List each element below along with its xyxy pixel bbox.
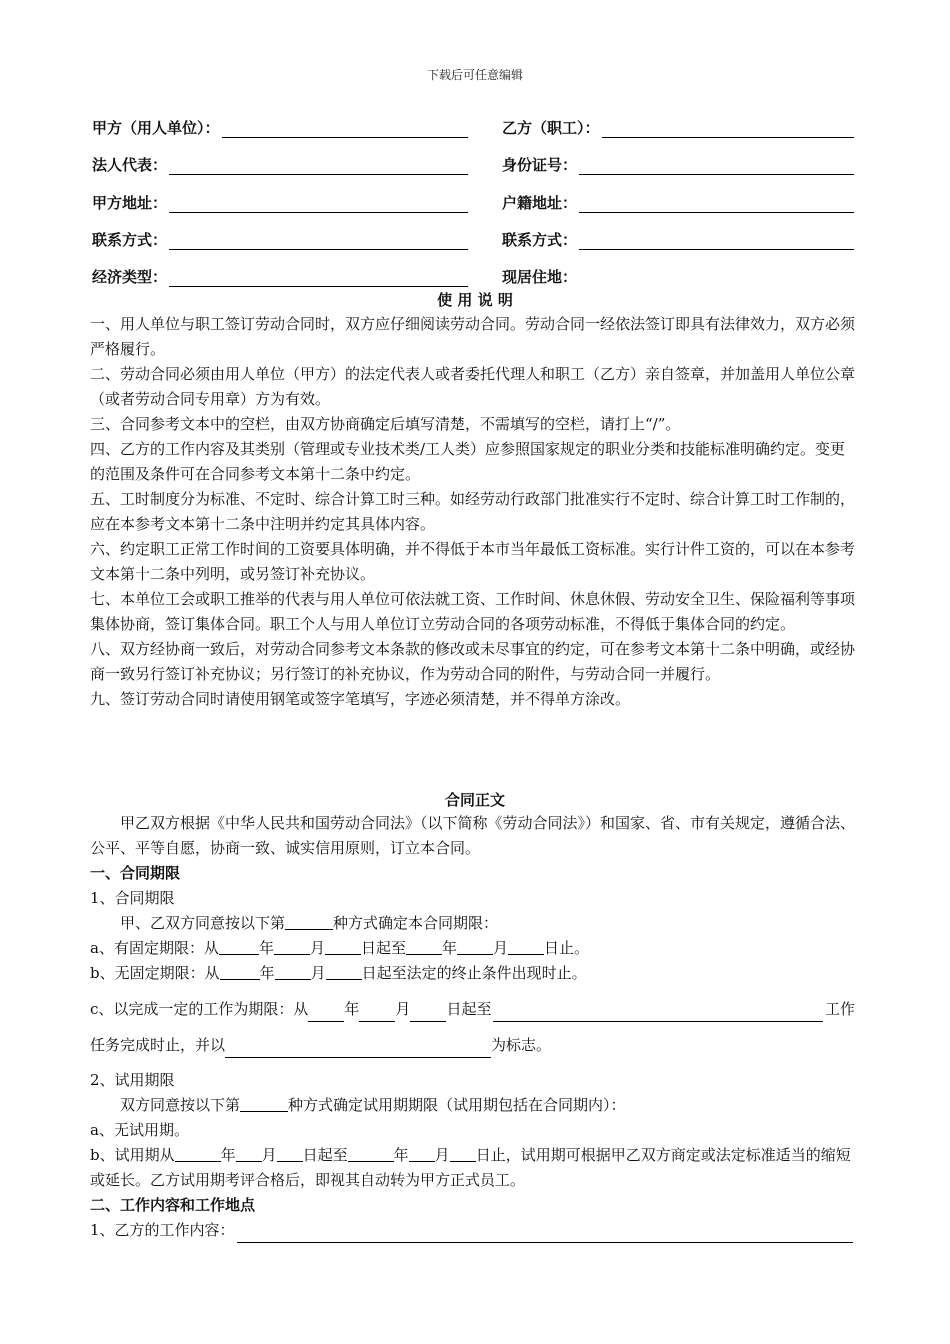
instruction-item: 七、本单位工会或职工推举的代表与用人单位可依法就工资、工作时间、休息休假、劳动安全卫生、保险福利等事项集体协商，签订集体合同。职工个人与用人单位订立劳动合同的各项劳动标准，不得低于集体合同的约定。: [90, 590, 856, 633]
instruction-item: 六、约定职工正常工作时间的工资要具体明确，并不得低于本市当年最低工资标准。实行计件工资的，可以在本参考文本第十二条中列明，或另签订补充协议。: [90, 540, 856, 583]
option-c-line-2: [90, 1022, 855, 1058]
clause-text: a、有固定期限：从: [90, 939, 219, 957]
economic-type-label: 经济类型：: [92, 268, 168, 286]
month-blank[interactable]: [359, 1005, 395, 1022]
task-end-blank[interactable]: [493, 1003, 823, 1022]
party-row: [92, 189, 854, 213]
year-blank[interactable]: [308, 1005, 344, 1022]
party-a-address-label: 甲方地址：: [92, 194, 168, 212]
work-content-label: 1、乙方的工作内容：: [90, 1221, 235, 1239]
household-address-field[interactable]: [579, 194, 854, 213]
day-blank[interactable]: [277, 1145, 303, 1162]
instruction-item: 四、乙方的工作内容及其类别（管理或专业技术类/工人类）应参照国家规定的职业分类和技能标准明确约定。变更的范围及条件可在合同参考文本第十二条中约定。: [90, 440, 846, 483]
clause-text: 日起至: [360, 939, 406, 957]
trial-option-a: a、无试用期。: [90, 1121, 189, 1139]
section-1-heading: 一、合同期限: [90, 864, 181, 882]
term-option-blank[interactable]: [285, 913, 333, 930]
instruction-item: 二、劳动合同必须由用人单位（甲方）的法定代表人或者委托代理人和职工（乙方）亲自签章，并加盖用人单位公章（或者劳动合同专用章）方为有效。: [90, 365, 856, 408]
contract-intro: 甲乙双方根据《中华人民共和国劳动合同法》（以下简称《劳动合同法》）和国家、省、市有关规定，遵循合法、公平、平等自愿，协商一致、诚实信用原则，订立本合同。: [90, 814, 856, 857]
day-blank[interactable]: [450, 1145, 476, 1162]
day-blank[interactable]: [508, 938, 544, 955]
month-blank[interactable]: [275, 963, 311, 980]
party-a-contact-label: 联系方式：: [92, 231, 168, 249]
party-a-address-field[interactable]: [169, 194, 468, 213]
id-number-field[interactable]: [579, 156, 854, 175]
clause-text: 甲、乙双方同意按以下第: [120, 914, 286, 932]
year-blank[interactable]: [348, 1145, 394, 1162]
clause-text: 日起至: [446, 1000, 492, 1018]
year-blank[interactable]: [219, 938, 259, 955]
clause-text: c、以完成一定的工作为期限：从: [90, 1000, 309, 1018]
clause-text: b、无固定期限：从: [90, 964, 220, 982]
day-blank[interactable]: [326, 963, 362, 980]
party-row: [92, 114, 854, 138]
legal-rep-label: 法人代表：: [92, 156, 168, 174]
clause-text: b、试用期从: [90, 1146, 175, 1164]
clause-text: 月: [309, 939, 325, 957]
instructions-list: [90, 312, 855, 712]
trial-option-blank[interactable]: [240, 1095, 288, 1112]
year-blank[interactable]: [175, 1145, 221, 1162]
legal-rep-field[interactable]: [169, 156, 468, 175]
day-blank[interactable]: [325, 938, 361, 955]
instruction-item: 五、工时制度分为标准、不定时、综合计算工时三种。如经劳动行政部门批准实行不定时、综合计算工时工作制的，应在本参考文本第十二条中注明并约定其具体内容。: [90, 490, 856, 533]
clause-2-1-line: [90, 1218, 855, 1243]
party-b-contact-field[interactable]: [579, 231, 854, 250]
economic-type-field[interactable]: [169, 268, 468, 287]
party-a-contact-field[interactable]: [169, 231, 468, 250]
clause-text: 月: [310, 964, 326, 982]
party-a-unit-label: 甲方（用人单位）：: [92, 119, 220, 137]
option-b-line: [90, 961, 855, 986]
contract-title: 合同正文: [444, 791, 505, 809]
clause-text: 任务完成时止，并以: [90, 1036, 226, 1054]
clause-text: 年: [220, 1146, 236, 1164]
instructions-title: 使 用 说 明: [437, 291, 513, 309]
clause-text: 年: [344, 1000, 360, 1018]
clause-text: 月: [261, 1146, 277, 1164]
contract-body: [90, 811, 855, 1243]
month-blank[interactable]: [409, 1145, 435, 1162]
work-content-field[interactable]: [237, 1224, 853, 1243]
month-blank[interactable]: [274, 938, 310, 955]
party-row: [92, 151, 854, 175]
completion-marker-blank[interactable]: [225, 1041, 491, 1058]
clause-text: 年: [258, 939, 274, 957]
month-blank[interactable]: [236, 1145, 262, 1162]
clause-text: 月: [493, 939, 509, 957]
instruction-item: 三、合同参考文本中的空栏，由双方协商确定后填写清楚，不需填写的空栏，请打上“/”。: [90, 415, 681, 433]
month-blank[interactable]: [457, 938, 493, 955]
clause-text: 年: [393, 1146, 409, 1164]
household-address-label: 户籍地址：: [502, 194, 578, 212]
clause-text: 种方式确定本合同期限：: [333, 914, 499, 932]
header-note: 下载后可任意编辑: [426, 68, 523, 82]
year-blank[interactable]: [406, 938, 442, 955]
year-blank[interactable]: [220, 963, 260, 980]
day-blank[interactable]: [410, 1005, 446, 1022]
clause-text: 年: [259, 964, 275, 982]
id-number-label: 身份证号：: [502, 156, 578, 174]
current-residence-label: 现居住地：: [502, 268, 578, 286]
clause-text: 日起至: [302, 1146, 348, 1164]
instruction-item: 八、双方经协商一致后，对劳动合同参考文本条款的修改或未尽事宜的约定，可在参考文本第十二条中明确，或经协商一致另行签订补充协议；另行签订的补充协议，作为劳动合同的附件，与劳动合同一并履行。: [90, 640, 856, 683]
clause-text: 月: [395, 1000, 411, 1018]
party-a-unit-field[interactable]: [222, 119, 468, 138]
party-b-worker-field[interactable]: [602, 119, 854, 138]
clause-text: 日止，试用期可根据甲乙双方商定或法定标准适当的缩短或延长。乙方试用期考评合格后，即视其自动转为甲方正式员工。: [90, 1146, 851, 1189]
instruction-item: 一、用人单位与职工签订劳动合同时，双方应仔细阅读劳动合同。劳动合同一经依法签订即具有法律效力，双方必须严格履行。: [90, 315, 856, 358]
trial-option-b: [90, 1143, 855, 1193]
clause-text: 年: [442, 939, 458, 957]
party-row: [92, 263, 854, 287]
clause-text: 月: [434, 1146, 450, 1164]
option-a-line: [90, 936, 855, 961]
party-row: [92, 226, 854, 250]
clause-text: 为标志。: [491, 1036, 552, 1054]
clause-text: 工作: [824, 1000, 855, 1018]
party-b-contact-label: 联系方式：: [502, 231, 578, 249]
clause-1-2-label: 2、试用期限: [90, 1071, 175, 1089]
option-c-line: [90, 986, 855, 1022]
clause-1-1-label: 1、合同期限: [90, 889, 175, 907]
party-b-worker-label: 乙方（职工）：: [502, 119, 600, 137]
clause-text: 日起至法定的终止条件出现时止。: [361, 964, 587, 982]
section-2-heading: 二、工作内容和工作地点: [90, 1196, 256, 1214]
clause-1-1-text: [90, 911, 855, 936]
clause-text: 双方同意按以下第: [120, 1096, 241, 1114]
clause-text: 种方式确定试用期期限（试用期包括在合同期内）：: [288, 1096, 626, 1114]
clause-1-2-text: [90, 1093, 855, 1118]
clause-text: 日止。: [544, 939, 590, 957]
instruction-item: 九、签订劳动合同时请使用钢笔或签字笔填写，字迹必须清楚，并不得单方涂改。: [90, 690, 631, 708]
